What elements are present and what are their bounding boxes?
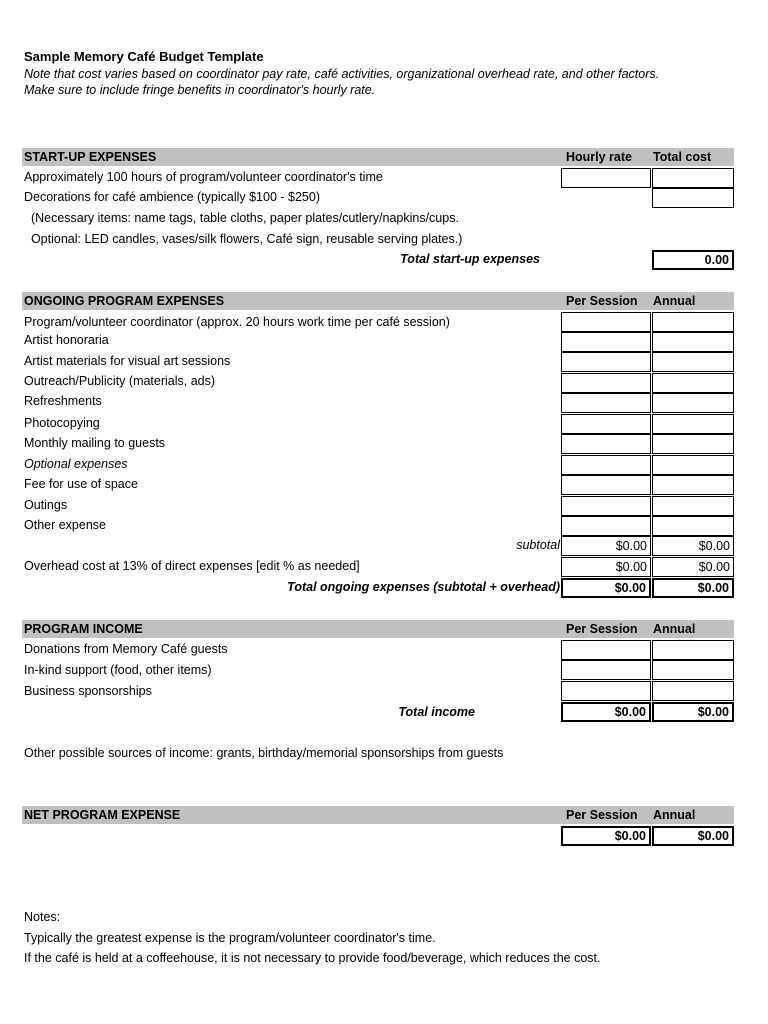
notes-line-2: If the café is held at a coffeehouse, it is not necessary to provide food/beverage, which reduces the cost.: [24, 951, 601, 965]
ongoing-outreach-annual-cell[interactable]: [652, 373, 734, 393]
ongoing-outings-session-cell[interactable]: [561, 496, 651, 516]
income-sponsorships-annual-cell[interactable]: [652, 681, 734, 701]
intro-note-line-1: Note that cost varies based on coordinator pay rate, café activities, organizational overhead rate, and other factors.: [24, 67, 660, 81]
ongoing-refreshments-session-cell[interactable]: [561, 393, 651, 413]
net-header-label: NET PROGRAM EXPENSE: [24, 808, 181, 822]
ongoing-subtotal-session: $0.00: [561, 536, 651, 556]
ongoing-total-label: Total ongoing expenses (subtotal + overhead): [287, 580, 560, 594]
ongoing-row-outreach: Outreach/Publicity (materials, ads): [24, 374, 216, 388]
income-total-session: $0.00: [561, 702, 651, 722]
ongoing-total-annual: $0.00: [652, 578, 734, 598]
ongoing-photocopying-session-cell[interactable]: [561, 414, 651, 434]
ongoing-overhead-session: $0.00: [561, 557, 651, 577]
ongoing-row-refreshments: Refreshments: [24, 394, 102, 408]
ongoing-refreshments-annual-cell[interactable]: [652, 393, 734, 413]
ongoing-row-mailing: Monthly mailing to guests: [24, 436, 166, 450]
ongoing-mailing-session-cell[interactable]: [561, 434, 651, 454]
startup-col-total-cost: Total cost: [653, 150, 712, 164]
ongoing-header-label: ONGOING PROGRAM EXPENSES: [24, 294, 225, 308]
income-inkind-session-cell[interactable]: [561, 660, 651, 680]
ongoing-coordinator-annual-cell[interactable]: [652, 312, 734, 332]
ongoing-honoraria-session-cell[interactable]: [561, 332, 651, 352]
ongoing-other-session-cell[interactable]: [561, 516, 651, 536]
ongoing-row-optional-expenses: Optional expenses: [24, 457, 128, 471]
income-donations-annual-cell[interactable]: [652, 640, 734, 660]
income-row-sponsorships: Business sponsorships: [24, 684, 152, 698]
ongoing-mailing-annual-cell[interactable]: [652, 434, 734, 454]
ongoing-materials-annual-cell[interactable]: [652, 352, 734, 372]
startup-total-value: 0.00: [652, 250, 734, 270]
ongoing-overhead-label: Overhead cost at 13% of direct expenses [edit % as needed]: [24, 559, 360, 573]
ongoing-subtotal-annual: $0.00: [652, 536, 734, 556]
ongoing-row-artist-materials: Artist materials for visual art sessions: [24, 354, 231, 368]
income-row-donations: Donations from Memory Café guests: [24, 642, 228, 656]
ongoing-col-annual: Annual: [653, 294, 696, 308]
startup-row-optional-items: Optional: LED candles, vases/silk flowers, Café sign, reusable serving plates.): [24, 232, 463, 246]
startup-header: [22, 148, 734, 166]
income-col-annual: Annual: [653, 622, 696, 636]
startup-col-hourly-rate: Hourly rate: [566, 150, 632, 164]
ongoing-col-per-session: Per Session: [566, 294, 638, 308]
ongoing-space-session-cell[interactable]: [561, 475, 651, 495]
ongoing-outreach-session-cell[interactable]: [561, 373, 651, 393]
income-inkind-annual-cell[interactable]: [652, 660, 734, 680]
net-session-value: $0.00: [561, 826, 651, 846]
startup-header-label: START-UP EXPENSES: [24, 150, 157, 164]
net-header: [22, 806, 734, 824]
income-row-inkind: In-kind support (food, other items): [24, 663, 212, 677]
ongoing-row-other: Other expense: [24, 518, 106, 532]
ongoing-header: [22, 292, 734, 310]
ongoing-row-space-fee: Fee for use of space: [24, 477, 138, 491]
net-col-annual: Annual: [653, 808, 696, 822]
income-total-annual: $0.00: [652, 702, 734, 722]
ongoing-photocopying-annual-cell[interactable]: [652, 414, 734, 434]
startup-total-label: Total start-up expenses: [400, 252, 540, 266]
income-total-label: Total income: [398, 705, 475, 719]
ongoing-overhead-annual: $0.00: [652, 557, 734, 577]
income-donations-session-cell[interactable]: [561, 640, 651, 660]
income-col-per-session: Per Session: [566, 622, 638, 636]
ongoing-outings-annual-cell[interactable]: [652, 496, 734, 516]
startup-coordinator-total-cell[interactable]: [652, 168, 734, 188]
ongoing-row-coordinator: Program/volunteer coordinator (approx. 20 hours work time per café session): [24, 315, 450, 329]
ongoing-row-outings: Outings: [24, 498, 68, 512]
ongoing-space-annual-cell[interactable]: [652, 475, 734, 495]
net-col-per-session: Per Session: [566, 808, 638, 822]
ongoing-total-session: $0.00: [561, 578, 651, 598]
net-annual-value: $0.00: [652, 826, 734, 846]
startup-row-decorations: Decorations for café ambience (typically $100 - $250): [24, 190, 320, 204]
ongoing-subtotal-label: subtotal: [516, 538, 560, 552]
intro-note-line-2: Make sure to include fringe benefits in coordinator's hourly rate.: [24, 83, 376, 97]
ongoing-other-annual-cell[interactable]: [652, 516, 734, 536]
ongoing-optional-session-cell[interactable]: [561, 455, 651, 475]
ongoing-row-artist-honoraria: Artist honoraria: [24, 333, 109, 347]
startup-coordinator-hourly-cell[interactable]: [561, 168, 651, 188]
startup-decorations-total-cell[interactable]: [652, 188, 734, 208]
startup-row-necessary-items: (Necessary items: name tags, table cloths, paper plates/cutlery/napkins/cups.: [24, 211, 459, 225]
page-title: Sample Memory Café Budget Template: [24, 49, 264, 64]
ongoing-row-photocopying: Photocopying: [24, 416, 100, 430]
income-header: [22, 620, 734, 638]
ongoing-honoraria-annual-cell[interactable]: [652, 332, 734, 352]
ongoing-coordinator-session-cell[interactable]: [561, 312, 651, 332]
notes-line-1: Typically the greatest expense is the program/volunteer coordinator's time.: [24, 931, 436, 945]
notes-heading: Notes:: [24, 910, 61, 924]
income-header-label: PROGRAM INCOME: [24, 622, 143, 636]
startup-row-coordinator: Approximately 100 hours of program/volunteer coordinator's time: [24, 170, 383, 184]
income-other-sources: Other possible sources of income: grants, birthday/memorial sponsorships from guests: [24, 746, 504, 760]
income-sponsorships-session-cell[interactable]: [561, 681, 651, 701]
ongoing-materials-session-cell[interactable]: [561, 352, 651, 372]
ongoing-optional-annual-cell[interactable]: [652, 455, 734, 475]
